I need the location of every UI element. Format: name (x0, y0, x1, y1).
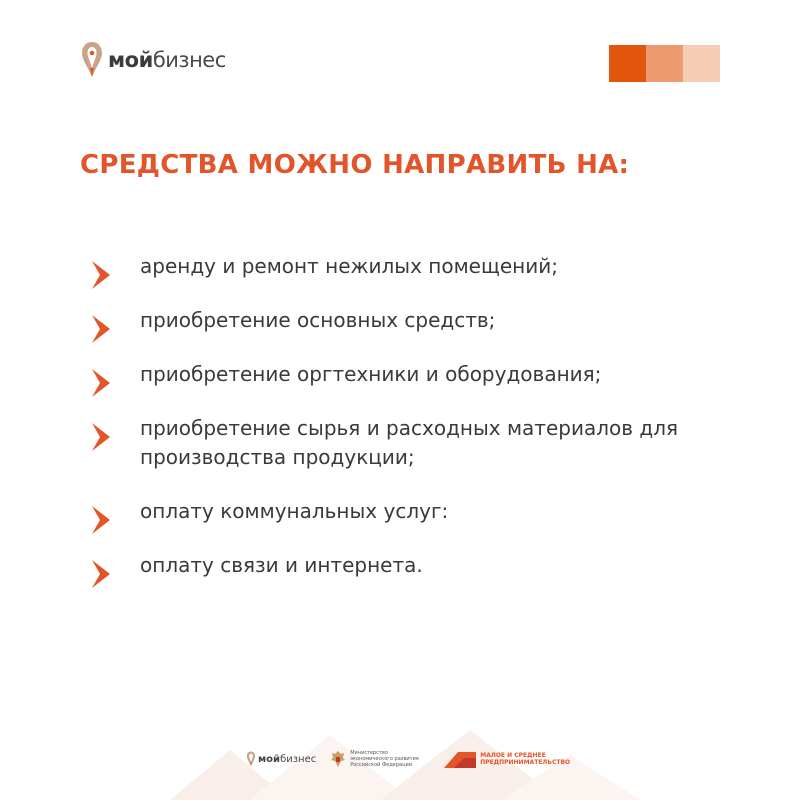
list-item-text: аренду и ремонт нежилых помещений; (140, 254, 558, 278)
ministry-logo (330, 750, 430, 768)
swatch-light (683, 45, 720, 82)
msp-text-line1: МАЛОЕ И СРЕДНЕЕ (480, 752, 546, 759)
partner-logos (246, 750, 570, 768)
location-pin-icon (80, 40, 104, 80)
chevron-right-icon (90, 260, 112, 290)
logo-text-regular: бизнес (152, 47, 226, 72)
chevron-right-icon (90, 559, 112, 589)
chevron-right-icon (90, 314, 112, 344)
list-item-text: приобретение оргтехники и оборудования; (140, 362, 602, 386)
emblem-icon (330, 750, 346, 768)
msp-logo (444, 750, 570, 768)
footer-logo-bold: мой (258, 753, 281, 765)
list-item (88, 306, 738, 335)
logo-text-bold: мой (108, 47, 153, 72)
list-item-text: приобретение основных средств; (140, 308, 496, 332)
footer-logo-regular: бизнес (280, 753, 317, 765)
ministry-text: Министерство экономического развития Российской Федерации (350, 750, 419, 768)
list-item (88, 551, 738, 580)
list-item (88, 497, 738, 526)
chevron-right-icon (90, 505, 112, 535)
list-item (88, 252, 738, 281)
list-item-text: приобретение сырья и расходных материалов для производства продукции; (140, 416, 679, 469)
color-swatches (609, 45, 720, 82)
swatch-dark (609, 45, 646, 82)
footer (0, 710, 800, 800)
footer-brand-logo (246, 750, 316, 768)
chevron-right-icon (90, 422, 112, 452)
page-title: СРЕДСТВА МОЖНО НАПРАВИТЬ НА: (80, 150, 630, 180)
list-item (88, 360, 738, 389)
msp-text-line2: ПРЕДПРИНИМАТЕЛЬСТВО (480, 759, 571, 766)
swatch-medium (646, 45, 683, 82)
chevron-right-icon (90, 368, 112, 398)
list-item (88, 414, 738, 472)
list-item-text: оплату коммунальных услуг: (140, 499, 449, 523)
msp-logo-icon (444, 750, 476, 768)
list-item-text: оплату связи и интернета. (140, 553, 423, 577)
funds-list (88, 252, 738, 605)
location-pin-icon (246, 750, 256, 768)
brand-logo (80, 40, 226, 80)
